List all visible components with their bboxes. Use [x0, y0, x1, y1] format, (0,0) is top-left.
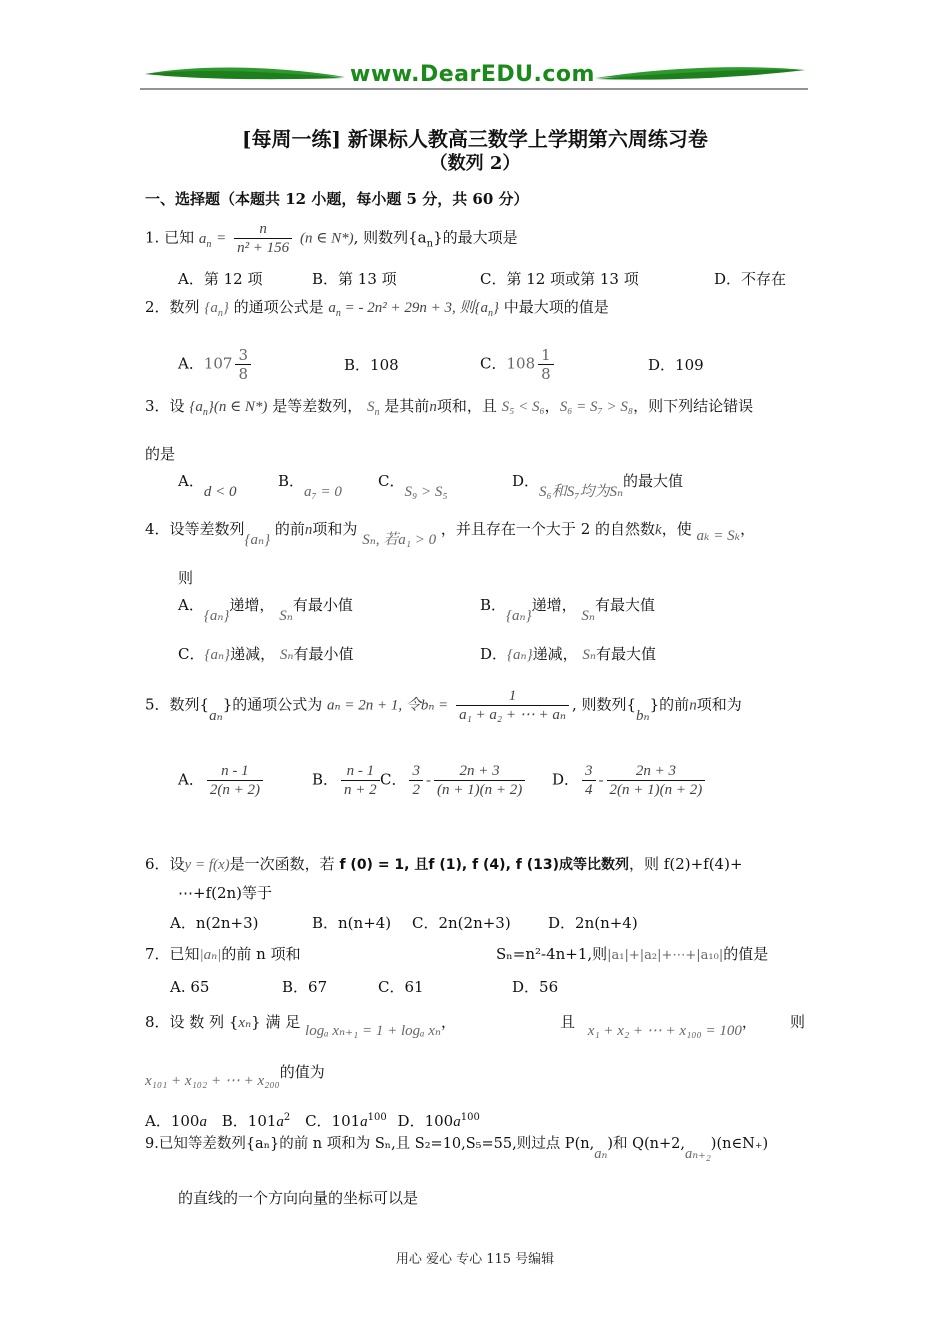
page-subtitle: （数列 2）: [429, 153, 521, 174]
q4-option-d: D．{aₙ}递减， Sₙ有最大值: [480, 645, 657, 663]
page-title: [每周一练] 新课标人教高三数学上学期第六周练习卷: [242, 127, 708, 151]
q3-option-c: C．S₉ > S₅: [378, 472, 448, 500]
question-7: 7．已知|aₙ|的前 n 项和: [145, 945, 301, 963]
q2-option-d: D．109: [648, 356, 704, 374]
q8-continued: 且 x₁ + x₂ + ⋯ + x₁₀₀ = 100，: [560, 1013, 757, 1039]
q5-option-d: D． $\frac{3}{4}$ - $\frac{2n + 3}{2(n + 1)(n + 2)}$: [552, 762, 708, 799]
q8-line-2: x₁₀₁ + x₁₀₂ + ⋯ + x₂₀₀的值为: [145, 1063, 325, 1089]
q4-option-a: A．{aₙ}递增， Sₙ有最小值: [178, 596, 353, 624]
q6-option-d: D．2n(n+4): [548, 914, 638, 932]
header-banner: [140, 60, 810, 94]
question-2: 2．数列 $\{a_n\}$ 的通项公式是 $a_n$ = - 2n² + 29n + 3, 则$\{a_n\}$ 中最大项的值是: [145, 298, 609, 319]
question-9: 9.已知等差数列{aₙ}的前 n 项和为 Sₙ,且 S₂=10,S₅=55,则过点 P(n,aₙ)和 Q(n+2,aₙ₊₂)(n∈N₊): [145, 1136, 769, 1162]
q1-option-d: D．不存在: [714, 270, 787, 288]
q3-option-b: B．a₇ = 0: [278, 472, 342, 500]
logo-text[interactable]: www.DearEDU.com: [350, 62, 595, 87]
question-4: 4．设等差数列{aₙ} 的前n项和为 Sₙ, 若a₁ > 0 ，并且存在一个大于 2 的自然数k，使 aₖ = Sₖ，: [145, 520, 756, 548]
q4-option-c: C．{aₙ}递减， Sₙ有最小值: [178, 645, 354, 663]
q2-option-b: B．108: [344, 356, 399, 374]
q7-option-a: A. 65: [170, 978, 210, 996]
q6-option-b: B．n(n+4): [312, 914, 392, 932]
question-3: 3．设 $\{a_n\}(n$ ∈ N*) 是等差数列， $S_n$ 是其前n项和，且 S₅ < S₆，S₆ = S₇ > S₈，则下列结论错误: [145, 397, 754, 418]
q8-then: 则: [790, 1013, 806, 1031]
q2-option-c: C．108 $\frac{1}{8}$: [480, 346, 557, 383]
q6-option-c: C．2n(2n+3): [412, 914, 511, 932]
question-5: 5．数列{aₙ}的通项公式为 aₙ = 2n + 1, 令bₙ = $\frac{1}{\text{a₁ + a₂ + ⋯ + aₙ}}$ , 则数列{bₙ}的前n项和为: [145, 688, 742, 724]
question-6: 6．设y = f(x)是一次函数，若 f (0) = 1, 且f (1), f (4), f (13)成等比数列，则 f(2)+f(4)+: [145, 855, 743, 873]
section-heading: 一、选择题（本题共 12 小题，每小题 5 分，共 60 分）: [145, 190, 529, 208]
q7-option-c: C．61: [378, 978, 424, 996]
question-8: 8．设 数 列 {xₙ} 满 足 logₐ xₙ₊₁ = 1 + logₐ xₙ，: [145, 1013, 457, 1039]
q1-option-b: B．第 13 项: [312, 270, 397, 288]
q6-line-2: ⋯+f(2n)等于: [178, 884, 273, 902]
q3-option-a: A．d < 0: [178, 472, 237, 500]
q5-option-c: C． $\frac{3}{2}$ - $\frac{2n + 3}{(n + 1)(n + 2)}$: [380, 762, 528, 799]
q7-continued: Sₙ=n²-4n+1,则|a₁|+|a₂|+⋯+|a₁₀|的值是: [496, 945, 769, 963]
q4-line-2: 则: [178, 569, 194, 587]
q5-option-a: A． $\frac{n - 1}{2(n + 2)}$: [178, 762, 266, 799]
q7-option-d: D．56: [512, 978, 559, 996]
q5-option-b: B． $\frac{n - 1}{n + 2}$: [312, 762, 383, 799]
q4-option-b: B．{aₙ}递增， Sₙ有最大值: [480, 596, 656, 624]
q2-option-a: A．107 $\frac{3}{8}$: [178, 346, 254, 383]
q1-option-a: A．第 12 项: [178, 270, 263, 288]
q1-option-c: C．第 12 项或第 13 项: [480, 270, 639, 288]
q3-line-2: 的是: [145, 445, 176, 463]
q3-option-d: D．S₆和S₇均为Sₙ的最大值: [512, 472, 684, 500]
q6-option-a: A．n(2n+3): [170, 914, 259, 932]
q7-option-b: B．67: [282, 978, 328, 996]
q9-line-2: 的直线的一个方向向量的坐标可以是: [178, 1189, 419, 1207]
question-1: 1. 已知 $a_n$ = $\frac{n}{\text{n² + 156}}$ (n ∈ N*), 则数列$\{a_n\}$的最大项是: [145, 221, 518, 256]
q8-options: A．100a B．$101a^2$ C．$101a^{100}$ D．$100a^{100}$: [145, 1112, 480, 1130]
page-footer: 用心 爱心 专心 115 号编辑: [395, 1252, 555, 1267]
